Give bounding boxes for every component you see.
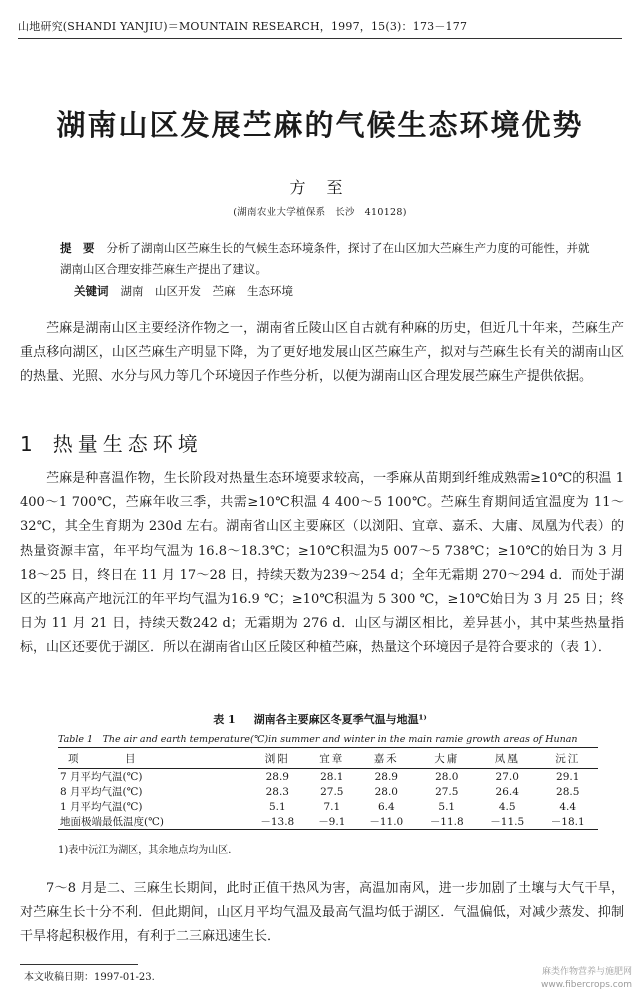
table-header-row <box>58 748 598 769</box>
table-cell: 29.1 <box>556 770 580 783</box>
table-cell: 5.1 <box>438 800 456 813</box>
section-1-paragraph: 苎麻是种喜温作物，生长阶段对热量生态环境要求较高，一季麻从苗期到纤维成熟需≥10℃的积温 1 400～1 700℃，苎麻年收三季，共需≥10℃积温 4 400～5 100℃。苎麻生育期间适宜温度为 11～32℃，其全生育期为 230d 左右。湖南省山区主要麻区（以浏阳、宜章、嘉禾、大庸、凤凰为代表）的热量资源丰富，年平均气温为 16.8～18.3℃；≥10℃积温为5 007～5 738℃；≥10℃的始日为 3 月 18～25 日，终日在 11 月 17～28 日，持续天数为239～254 d；全年无霜期 270～294 d．而处于湖区的苎麻高产地沅江的年平均气温为16.9 ℃；≥10℃积温为 5 300 ℃，≥10℃始日为 3 月 25 日；终日为 11 月 21 日，持续天数242 d；无霜期为 276 d．山区与湖区相比，差异甚小，其中某些热量指标，山区还要优于湖区．所以在湖南省山区丘陵区种植苎麻，热量这个环境因子是符合要求的（表 1）． <box>20 471 624 656</box>
table-cell: －11.8 <box>429 816 464 828</box>
table-cell: 7.1 <box>323 800 341 813</box>
footnote-rule <box>20 964 138 965</box>
table-row-label: 8 月平均气温(℃) <box>60 786 143 798</box>
table-cell: 28.3 <box>265 785 289 798</box>
table-cell: －13.8 <box>260 816 295 828</box>
table-1-caption-en: Table 1 The air and earth temperature(℃)in summer and winter in the main ramie growth areas of Hunan <box>58 734 578 745</box>
table-cell: 5.1 <box>268 800 286 813</box>
table-cell: 28.1 <box>320 770 344 783</box>
header-rule <box>18 38 622 39</box>
table-1-caption <box>0 711 640 727</box>
keywords-text: 湖南 山区开发 苎麻 生态环境 <box>120 284 293 298</box>
section-1-heading <box>20 428 203 457</box>
section-1-number: 1 <box>20 432 33 456</box>
abstract-block <box>60 238 600 302</box>
intro-paragraph: 苎麻是湖南山区主要经济作物之一，湖南省丘陵山区自古就有种麻的历史，但近几十年来，苎麻生产重点移向湖区，山区苎麻生产明显下降，为了更好地发展山区苎麻生产，拟对与苎麻生长有关的湖南山区的热量、光照、水分与风力等几个环境因子作些分析，以便为湖南山区合理发展苎麻生产提供依据。 <box>20 321 624 385</box>
table-cell: －18.1 <box>550 816 585 828</box>
table-row <box>58 814 598 830</box>
table-column-header: 宜章 <box>319 752 345 765</box>
table-cell: 28.9 <box>374 770 398 783</box>
intro-section <box>20 317 624 390</box>
keywords-line <box>60 281 600 302</box>
table-column-header: 凤凰 <box>494 752 520 765</box>
watermark-line-2: www.fibercrops.com <box>541 980 632 990</box>
author-affiliation: (湖南农业大学植保系 长沙 410128) <box>233 207 407 218</box>
table-cell: 27.5 <box>435 785 459 798</box>
table-row <box>58 769 598 785</box>
received-date-footnote: 本文收稿日期：1997-01-23. <box>24 972 155 983</box>
table-row-label: 1 月平均气温(℃) <box>60 801 143 813</box>
table-cell: 28.0 <box>435 770 459 783</box>
table-column-header: 嘉禾 <box>373 752 399 765</box>
table-column-header: 浏阳 <box>264 752 290 765</box>
table-cell: －9.1 <box>318 816 346 828</box>
abstract-paragraph <box>60 238 600 280</box>
table-cell: －11.5 <box>490 816 525 828</box>
table-cell: 26.4 <box>495 785 519 798</box>
keywords-label: 关键词 <box>74 284 109 298</box>
table-row-label: 地面极端最低温度(℃) <box>60 816 164 828</box>
table-1-number: 表 1 <box>213 713 236 726</box>
section-1-title: 热量生态环境 <box>52 432 203 456</box>
table-cell: 27.5 <box>320 785 344 798</box>
table-column-header: 沅江 <box>555 752 581 765</box>
table-cell: 4.5 <box>498 800 516 813</box>
table-row-header: 项 目 <box>68 752 154 765</box>
table-cell: 4.4 <box>559 800 577 813</box>
table-row <box>58 799 598 814</box>
abstract-text: 分析了湖南山区苎麻生长的气候生态环境条件，探讨了在山区加大苎麻生产力度的可能性，并就湖南山区合理安排苎麻生产提出了建议。 <box>60 241 590 276</box>
table-1-title: 湖南各主要麻区冬夏季气温与地温¹⁾ <box>253 713 427 726</box>
author-name: 方 至 <box>289 178 351 197</box>
table-1 <box>58 747 598 830</box>
abstract-label: 提 要 <box>60 241 95 255</box>
closing-paragraph: 7～8 月是二、三麻生长期间，此时正值干热风为害，高温加南风，进一步加剧了土壤与大气干旱，对苎麻生长十分不利．但此期间，山区月平均气温及最高气温均低于湖区．气温偏低，对减少蒸发、抑制干旱将起积极作用，有利于二三麻迅速生长． <box>20 881 624 945</box>
site-watermark <box>541 966 632 992</box>
journal-header: 山地研究(SHANDI YANJIU)＝MOUNTAIN RESEARCH，1997，15(3)：173－177 <box>18 20 468 33</box>
table-cell: 27.0 <box>495 770 519 783</box>
table-row <box>58 784 598 799</box>
table-cell: 28.0 <box>374 785 398 798</box>
table-cell: 28.5 <box>556 785 580 798</box>
section-1-body <box>20 467 624 661</box>
watermark-line-1: 麻类作物营养与施肥网 <box>541 967 632 977</box>
table-row-label: 7 月平均气温(℃) <box>60 771 143 783</box>
table-cell: 28.9 <box>265 770 289 783</box>
paper-title: 湖南山区发展苎麻的气候生态环境优势 <box>56 108 584 142</box>
table-cell: －11.0 <box>369 816 404 828</box>
table-column-header: 大庸 <box>434 752 460 765</box>
closing-section <box>20 877 624 950</box>
table-cell: 6.4 <box>377 800 395 813</box>
table-1-note: 1)表中沅江为湖区，其余地点均为山区． <box>58 845 239 856</box>
